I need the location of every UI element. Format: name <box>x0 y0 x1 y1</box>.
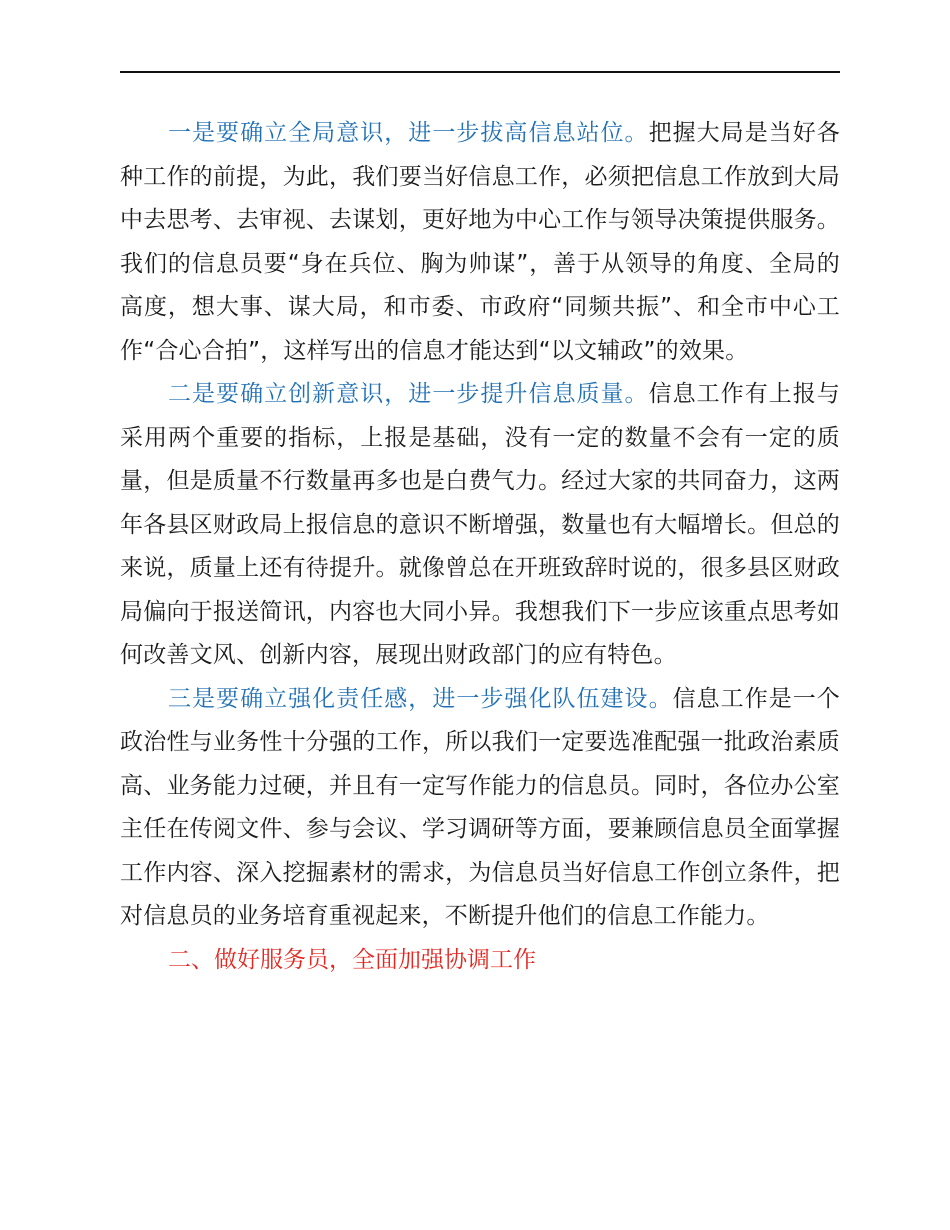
paragraph-text: 信息工作有上报与采用两个重要的指标，上报是基础，没有一定的数量不会有一定的质量，但是质量不行数量再多也是白费气力。经过大家的共同奋力，这两年各县区财政局上报信息的意识不断增强，数量也有大幅增长。但总的来说，质量上还有待提升。就像曾总在开班致辞时说的，很多县区财政局偏向于报送简讯，内容也大同小异。我想我们下一步应该重点思考如何改善文风、创新内容，展现出财政部门的应有特色。 <box>120 381 840 668</box>
paragraph-text: 信息工作是一个政治性与业务性十分强的工作，所以我们一定要选准配强一批政治素质高、业务能力过硬，并且有一定写作能力的信息员。同时，各位办公室主任在传阅文件、参与会议、学习调研等方面，要兼顾信息员全面掌握工作内容、深入挖掘素材的需求，为信息员当好信息工作创立条件，把对信息员的业务培育重视起来，不断提升他们的信息工作能力。 <box>120 685 841 929</box>
paragraph-text: 把握大局是当好各种工作的前提，为此，我们要当好信息工作，必须把信息工作放到大局中去思考、去审视、去谋划，更好地为中心工作与领导决策提供服务。我们的信息员要“身在兵位、胸为帅谋”，善于从领导的角度、全局的高度，想大事、谋大局，和市委、市政府“同频共振”、和全市中心工作“合心合拍”，这样写出的信息才能达到“以文辅政”的效果。 <box>120 120 840 364</box>
paragraph-team-building <box>120 678 840 939</box>
document-body <box>120 112 840 982</box>
paragraph-lead: 三是要确立强化责任感，进一步强化队伍建设。 <box>168 685 673 712</box>
paragraph-global-awareness <box>120 112 840 373</box>
paragraph-innovation-awareness <box>120 373 840 678</box>
section-heading: 二、做好服务员，全面加强协调工作 <box>168 946 536 973</box>
paragraph-lead: 一是要确立全局意识，进一步拔高信息站位。 <box>168 120 649 146</box>
paragraph-lead: 二是要确立创新意识，进一步提升信息质量。 <box>168 381 649 407</box>
header-rule <box>120 71 840 73</box>
